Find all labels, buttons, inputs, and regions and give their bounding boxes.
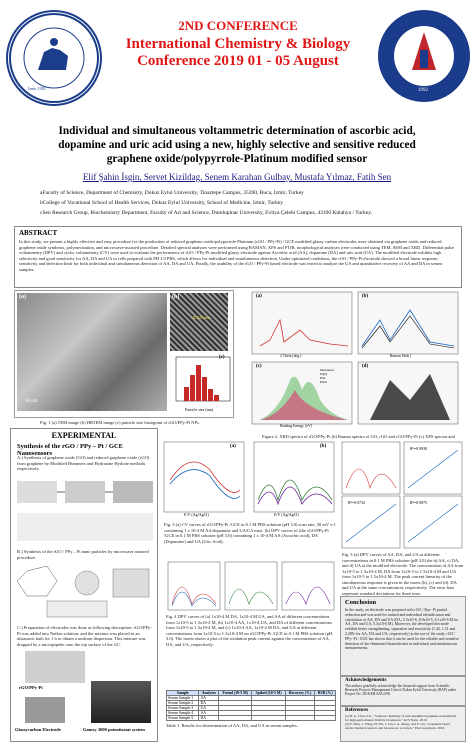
paper-title: Individual and simultaneous voltammetric determination of ascorbic acid, dopamine and uric acid using a new, highly selective and sensitive reduced graphene oxide/polypyrrole-Platinum modified sensor — [58, 125, 416, 165]
conference-line3: Conference 2019 01 - 05 August — [137, 53, 339, 69]
hist-bar — [214, 395, 219, 401]
figure-1 — [14, 290, 234, 418]
conference-title — [100, 18, 376, 70]
fig1-label-b: (b) — [172, 294, 180, 300]
hist-bar — [184, 387, 189, 401]
table-header-cell: Analytes — [199, 691, 219, 696]
references-heading: References — [345, 708, 369, 713]
r2-value-d: R²=0.9875 — [410, 500, 428, 505]
table-cell: Serum Sample 5 — [167, 716, 199, 721]
fig4-caption: Fig. 4 DPV curves of (a) 1x10-4 M DA, 1x10-4 M UA, and AA of different concentrations from 1x10-5 to 1.5x10-4 M, (b) 1x10-4 AA, 1x10-4 UA, and DA of different concentrations from 1x10-5 to 1.5x10-4 M, and (c) 1x10-4 AA, 1x10-4 M DA, and UA at different concentrations from 1x10-5 to 1.5x10-4 M on rGO/PPy-Pt /GCE in 0.1 M PBS solution (pH 3.0). The insets shows a plot of the oxidation peak current against the concentration of AA, DA, and UA, respectively. — [166, 614, 333, 647]
fig5-plots — [340, 440, 464, 550]
table-header-cell: Recovery (%) — [285, 691, 314, 696]
table-cell: Serum Sample 1 — [167, 696, 199, 701]
table-header-cell: Found (10-5 M) — [219, 691, 252, 696]
acknowledgements-text: The authors gratefully acknowledge the financial support from Scientific Research Projects Management Unit of Dokuz Eylul University (BAP) under Project No: 2018.KB.SAG.096. — [345, 684, 457, 697]
fig3-caption: Fig. 3 (a) CV curves of rGO/PPy-Pt /GCE in 0.1 M PBS solution (pH 3.0) scan rate, 50 mV s-1 containing 1 x 10-4 M AA/dopamine and UA/CA mixt. (b) DPV curves of (the rGO/PPy-Pt /GCE in 0.1 M PBS solution (pH 3.0) containing 1 x 10-4 M AA (Ascorbic acid), DA (Dopamine) and UA (Uric Acid). — [164, 522, 336, 544]
fig3-xlabel-a: E/V (Ag/AgCl) — [184, 512, 209, 517]
xrd-xlabel: 2 Theta (deg.) — [280, 354, 302, 358]
acknowledgements-box — [340, 676, 466, 706]
fig3-label-b: (b) — [320, 444, 327, 449]
fig2-label-b: (b) — [362, 294, 369, 299]
table1-caption: Table 1. Results for determination of AA, DA, and UA in serum samples. — [166, 723, 298, 728]
hist-bar — [202, 377, 207, 401]
abstract-box — [14, 226, 462, 288]
figure-5 — [340, 440, 464, 550]
conclusion-text: In the study, an electrode was prepared with rGO / Ppy- Pt partial reduction and was used for trained and individual identification and calculation of AA, DA and UA (DA, 5.5x10-6, 8.9x10-5, 6.1x10-6 M for AA, DA and UA, 5.3x10-6 M). Moreover, the developed electrode exhibits better strengthening, separation and sensitivity (1.42, 1.51 and 2.28% for AA, DA and UA, respectively) in the use of the study. rGO / PPy- Pt / GCE has shown that it can be used for the reliable and sensitive detection of the eliminated biomolecules in individual and simultaneous measurements. — [345, 608, 459, 651]
vial-image — [25, 651, 85, 683]
serum-results-table — [166, 690, 336, 721]
table-cell: AA — [199, 711, 219, 716]
affiliation-1: aFaculty of Science, Department of Chemistry, Dokuz Eylul University, Tinaztepe Campus, 35390, Buca, Izmir, Turkey — [40, 190, 304, 196]
conference-line2: International Chemistry & Biology — [125, 36, 351, 52]
fig4-plots — [166, 560, 336, 612]
right-logo-year: 1992 — [418, 88, 428, 93]
table-1 — [166, 690, 336, 729]
table-cell: DA — [199, 701, 219, 706]
figure-3 — [160, 440, 338, 520]
fig1-caption: Fig. 1 (a) TEM image (b) HRTEM image (c) particle size histogram of rGO/PPy-Pt NPs. — [40, 420, 200, 425]
left-logo-year: İzmir 1982 — [28, 86, 46, 91]
dokuz-eylul-logo — [6, 10, 102, 106]
authors: Elif Şahin İsgin, Servet Kizildag, Senem Karahan Gulbay, Mustafa Yılmaz, Fatih Sen — [82, 172, 392, 182]
tem-image — [17, 293, 167, 411]
xps-legend-item: PtO — [320, 376, 326, 380]
table-header-cell: RSD (%) — [315, 691, 336, 696]
microwave-synthesis-diagram — [17, 561, 153, 621]
table-cell: Serum Sample 2 — [167, 701, 199, 706]
experimental-heading: EXPERIMENTAL — [51, 431, 117, 440]
particle-histogram — [170, 353, 232, 411]
fig2-caption: Figure 2. XRD spectra of rGO/PPy-Pt (b) Raman spectra of GO, rGO and rGO/PPy-Pt (c) XPS spectra and — [262, 434, 455, 439]
abstract-heading: ABSTRACT — [19, 229, 58, 237]
electrode-label: Glassycarbon Electrode — [15, 727, 61, 732]
table-header-cell: Sample — [167, 691, 199, 696]
fig2-label-a: (a) — [256, 294, 262, 299]
fig3-label-a: (a) — [230, 444, 236, 449]
xps-legend — [320, 368, 334, 384]
scale-bar-label: 50 nm — [25, 399, 38, 404]
header — [0, 0, 474, 108]
potentiostat-label: Gamry 3000 potentiostat system — [83, 727, 145, 732]
potentiostat-image — [91, 681, 151, 723]
fig5-caption: Fig. 5 (a) DPV curves of AA, DA, and UA at different concentrations in 0.1 M PBS solution (pH 3.0) the b) AA, c) DA, and d) UA at the modified electrode. The concentration of AA from 1x10-5 to 1.5x10-4 M, DA from 1x10-5 to 1.5x10-4 M and UA from 1x10-5 to 1.5x10-4 M. The peak current linearity of the simultaneous response is given in the insets (b), (c) and (d). DA and UA at the same concentration, respectively. The error bars represent standard deviations for three tests. — [342, 552, 464, 596]
rgo-ppy-pt-label: rGO/PPy-Pt — [19, 685, 43, 690]
table-cell: AA — [199, 696, 219, 701]
fig2-plots — [250, 290, 460, 430]
fig3-plots — [160, 440, 338, 520]
hist-bar — [208, 389, 213, 401]
conference-line1: 2ND CONFERENCE — [178, 18, 298, 33]
hrtem-lattice-label: 0.223 nm — [193, 315, 211, 320]
affiliation-3: cSen Research Group, Biochemistry Department, Faculty of Art and Science, Dumlupinar University, Evliya Çelebi Campus, 43100 Kütahya / Turkey. — [40, 210, 372, 216]
fig3-xlabel-b: E/V (Ag/AgCl) — [274, 512, 299, 517]
xps-legend-item: Measured — [320, 368, 334, 372]
step-a-text: A.) Synthesis of graphene oxide (GO) and reduced graphene oxide (rGO) from graphene by Modified Hummers and Hydrazine Hydrate methods respectively. — [17, 455, 150, 472]
electrode-image — [25, 697, 65, 723]
fig2-label-c: (c) — [256, 364, 262, 369]
hrtem-image — [170, 293, 228, 351]
hist-bar — [190, 375, 195, 401]
xps-legend-item: PtO2 — [320, 380, 328, 384]
hist-bar — [196, 365, 201, 401]
step-c-text: C.) Preparation of electrodes was done as following description: rGO/PPy-Pt was added into Nafion solution, and the mixture was placed in an ultrasonic bath for 1 h to obtain a uniform dispersion. This mixture was dropped by a micropipette onto the top surface of the GC. — [17, 625, 152, 647]
fig1-label-a: (a) — [19, 294, 26, 300]
conclusion-heading: Conclusion — [345, 599, 377, 606]
abstract-text: In this study, we present a highly effective and easy procedure for the production of reduced graphene oxide/polypyrrole-Platinum (rGO / PPy-Pt) / GCE modified glassy carbon electrodes were obtained via graphene oxide and reduced graphene oxide synthesis, polymerization, and microwave-assisted procedure. Detailed spectral analyses were performed using RAMAN, XPS and FTIR, morphological analyses were conducted using TEM, SEM and XRD. Differential pulse voltammetry (DPV) and cyclic voltammetry (CV) were used to evaluate the performance of rGO / PPy-Pt modified glassy electrode against Ascorbic acid (AA), dopamine (DA) and uric acid (UA). The modified electrode exhibits high selectivity and good sensitivity for AA, DA and UA in cells prepared with PH 3.0 PBS, which allows for individual and simultaneous detection. Under optimized conditions, the rGO / PPy-Pt electrode showed a broad linear response, sensitivity and detection limit for both individual and simultaneous detection of AA, DA and UA. Finally, the usability of the rGO / PPy-Pt based electrode was tested to analyze the UA and quantitative recovery of AA and DA in serum samples. — [19, 239, 454, 272]
reference-item: [1] B. G. Choi et al., "Solution chemistry of self-assembled graphene nanohybrids for high-performance flexible biosensors," ACS Nano, 2010. — [345, 714, 457, 722]
reference-item: [2] Y. Shao, J. Wang, H. Wu, J. Liu, I. A. Aksay, and Y. Lin, "Graphene based electrochemical sensors and biosensors: A review," Electroanalysis, 2010. — [345, 722, 450, 730]
fig1-label-c: (c) — [219, 355, 225, 360]
r2-value-c: R²=0.9732 — [348, 500, 366, 505]
table-cell: Serum Sample 3 — [167, 706, 199, 711]
table-row — [167, 716, 336, 721]
acknowledgements-heading: Acknowledgements — [345, 678, 387, 683]
synthesis-subheading: Synthesis of the rGO / PPy – Pt / GCE Nanosensors — [17, 443, 123, 457]
conclusion-box — [340, 596, 466, 676]
go-synthesis-diagram — [17, 475, 153, 545]
xps-xlabel: Binding Energy (eV) — [280, 424, 312, 428]
figure-4 — [166, 560, 336, 612]
raman-xlabel: Raman Shift ( — [390, 354, 412, 358]
table-cell: UA — [199, 706, 219, 711]
table-header-cell: Spiked (10-5 M) — [252, 691, 286, 696]
fig2-label-d: (d) — [362, 364, 369, 369]
r2-value-b: R²=0.9938 — [410, 446, 428, 451]
hist-xlabel: Particle size (nm) — [185, 407, 214, 412]
affiliation-2: bCollege of Vocational School of Health Services, Dokuz Eylul University, School of Medicine, Izmir, Turkey — [40, 200, 284, 206]
experimental-box — [10, 428, 158, 742]
step-b-text: B.) Synthesis of the rGO / PPy – Pt nano particles by microwave assisted procedure. — [17, 549, 149, 560]
xps-legend-item: Pt(0) — [320, 372, 327, 376]
table-cell: Serum Sample 4 — [167, 711, 199, 716]
references-box — [340, 706, 466, 742]
table-cell: DA — [199, 716, 219, 721]
figure-2 — [250, 290, 460, 430]
